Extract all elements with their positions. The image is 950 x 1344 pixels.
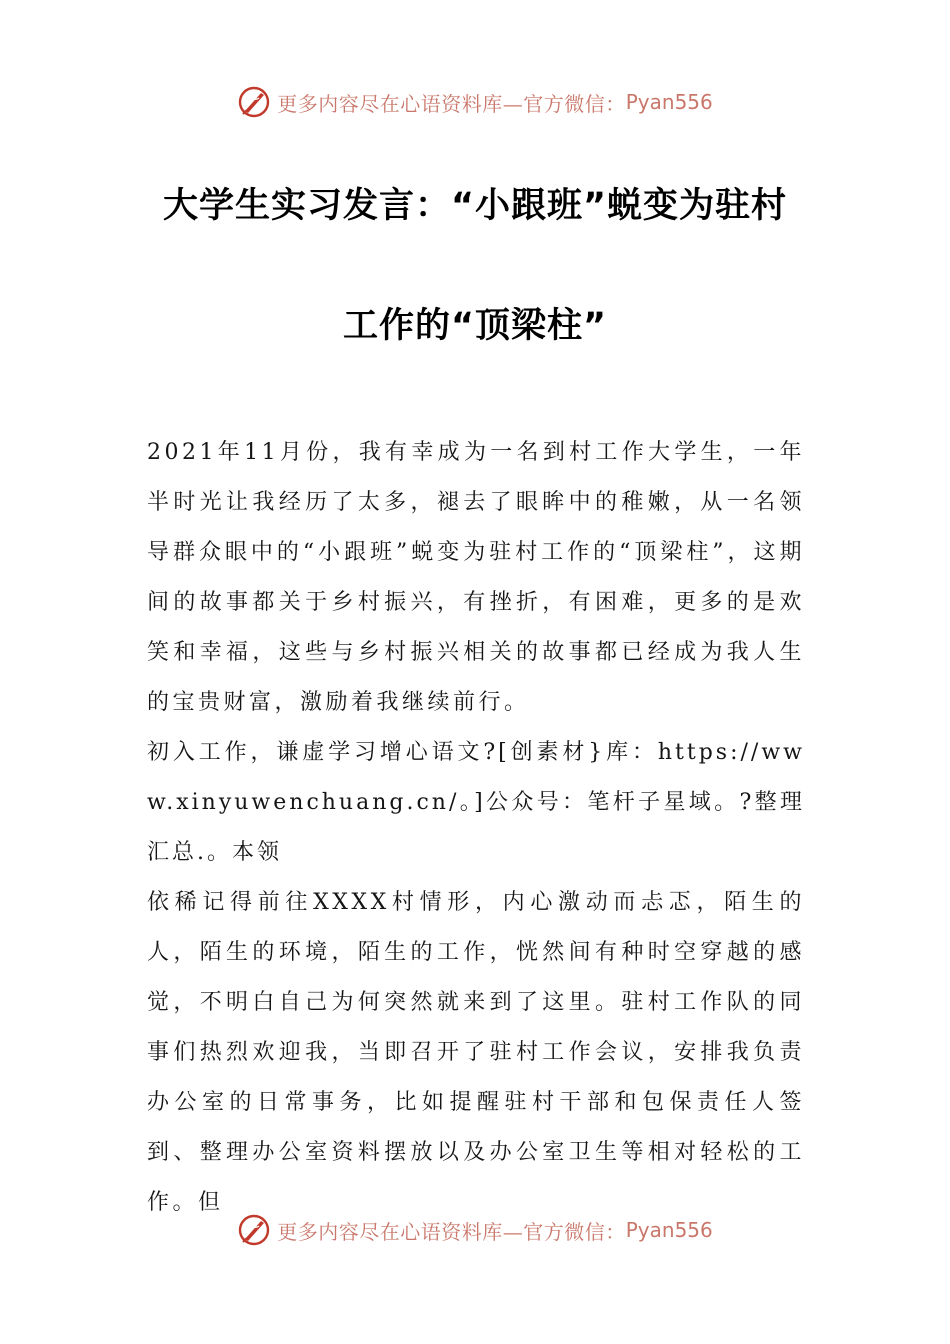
- banner-text: 更多内容尽在心语资料库—官方微信：: [277, 1219, 626, 1244]
- paragraph-2: 初入工作，谦虚学习增心语文?[创素材}库：https://www.xinyuwenchuang.cn/。]公众号：笔杆子星域。?整理汇总.。本领: [147, 740, 805, 865]
- document-title-line-2: 工作的“顶梁柱”: [342, 306, 607, 346]
- document-title-line-1: 大学生实习发言：“小跟班”蜕变为驻村: [162, 186, 787, 226]
- quill-pen-logo-icon: [237, 85, 271, 119]
- paragraph-1: 2021年11月份，我有幸成为一名到村工作大学生，一年半时光让我经历了太多，褪去了眼眸中的稚嫩，从一名领导群众眼中的“小跟班”蜕变为驻村工作的“顶梁柱”，这期间的故事都关于乡村振兴，有挫折，有困难，更多的是欢笑和幸福，这些与乡村振兴相关的故事都已经成为我人生的宝贵财富，激励着我继续前行。: [147, 440, 805, 715]
- footer-banner: [0, 1210, 950, 1250]
- quill-pen-logo-icon: [237, 1213, 271, 1247]
- header-banner: [0, 82, 950, 122]
- banner-handle: Pyan556: [625, 90, 713, 114]
- document-body: [147, 428, 805, 1228]
- banner-text: 更多内容尽在心语资料库—官方微信：: [277, 91, 626, 116]
- paragraph-3: 依稀记得前往XXXX村情形，内心激动而忐忑，陌生的人，陌生的环境，陌生的工作，恍然间有种时空穿越的感觉，不明白自己为何突然就来到了这里。驻村工作队的同事们热烈欢迎我，当即召开了驻村工作会议，安排我负责办公室的日常事务，比如提醒驻村干部和包保责任人签到、整理办公室资料摆放以及办公室卫生等相对轻松的工作。但: [147, 890, 805, 1215]
- banner-handle: Pyan556: [625, 1218, 713, 1242]
